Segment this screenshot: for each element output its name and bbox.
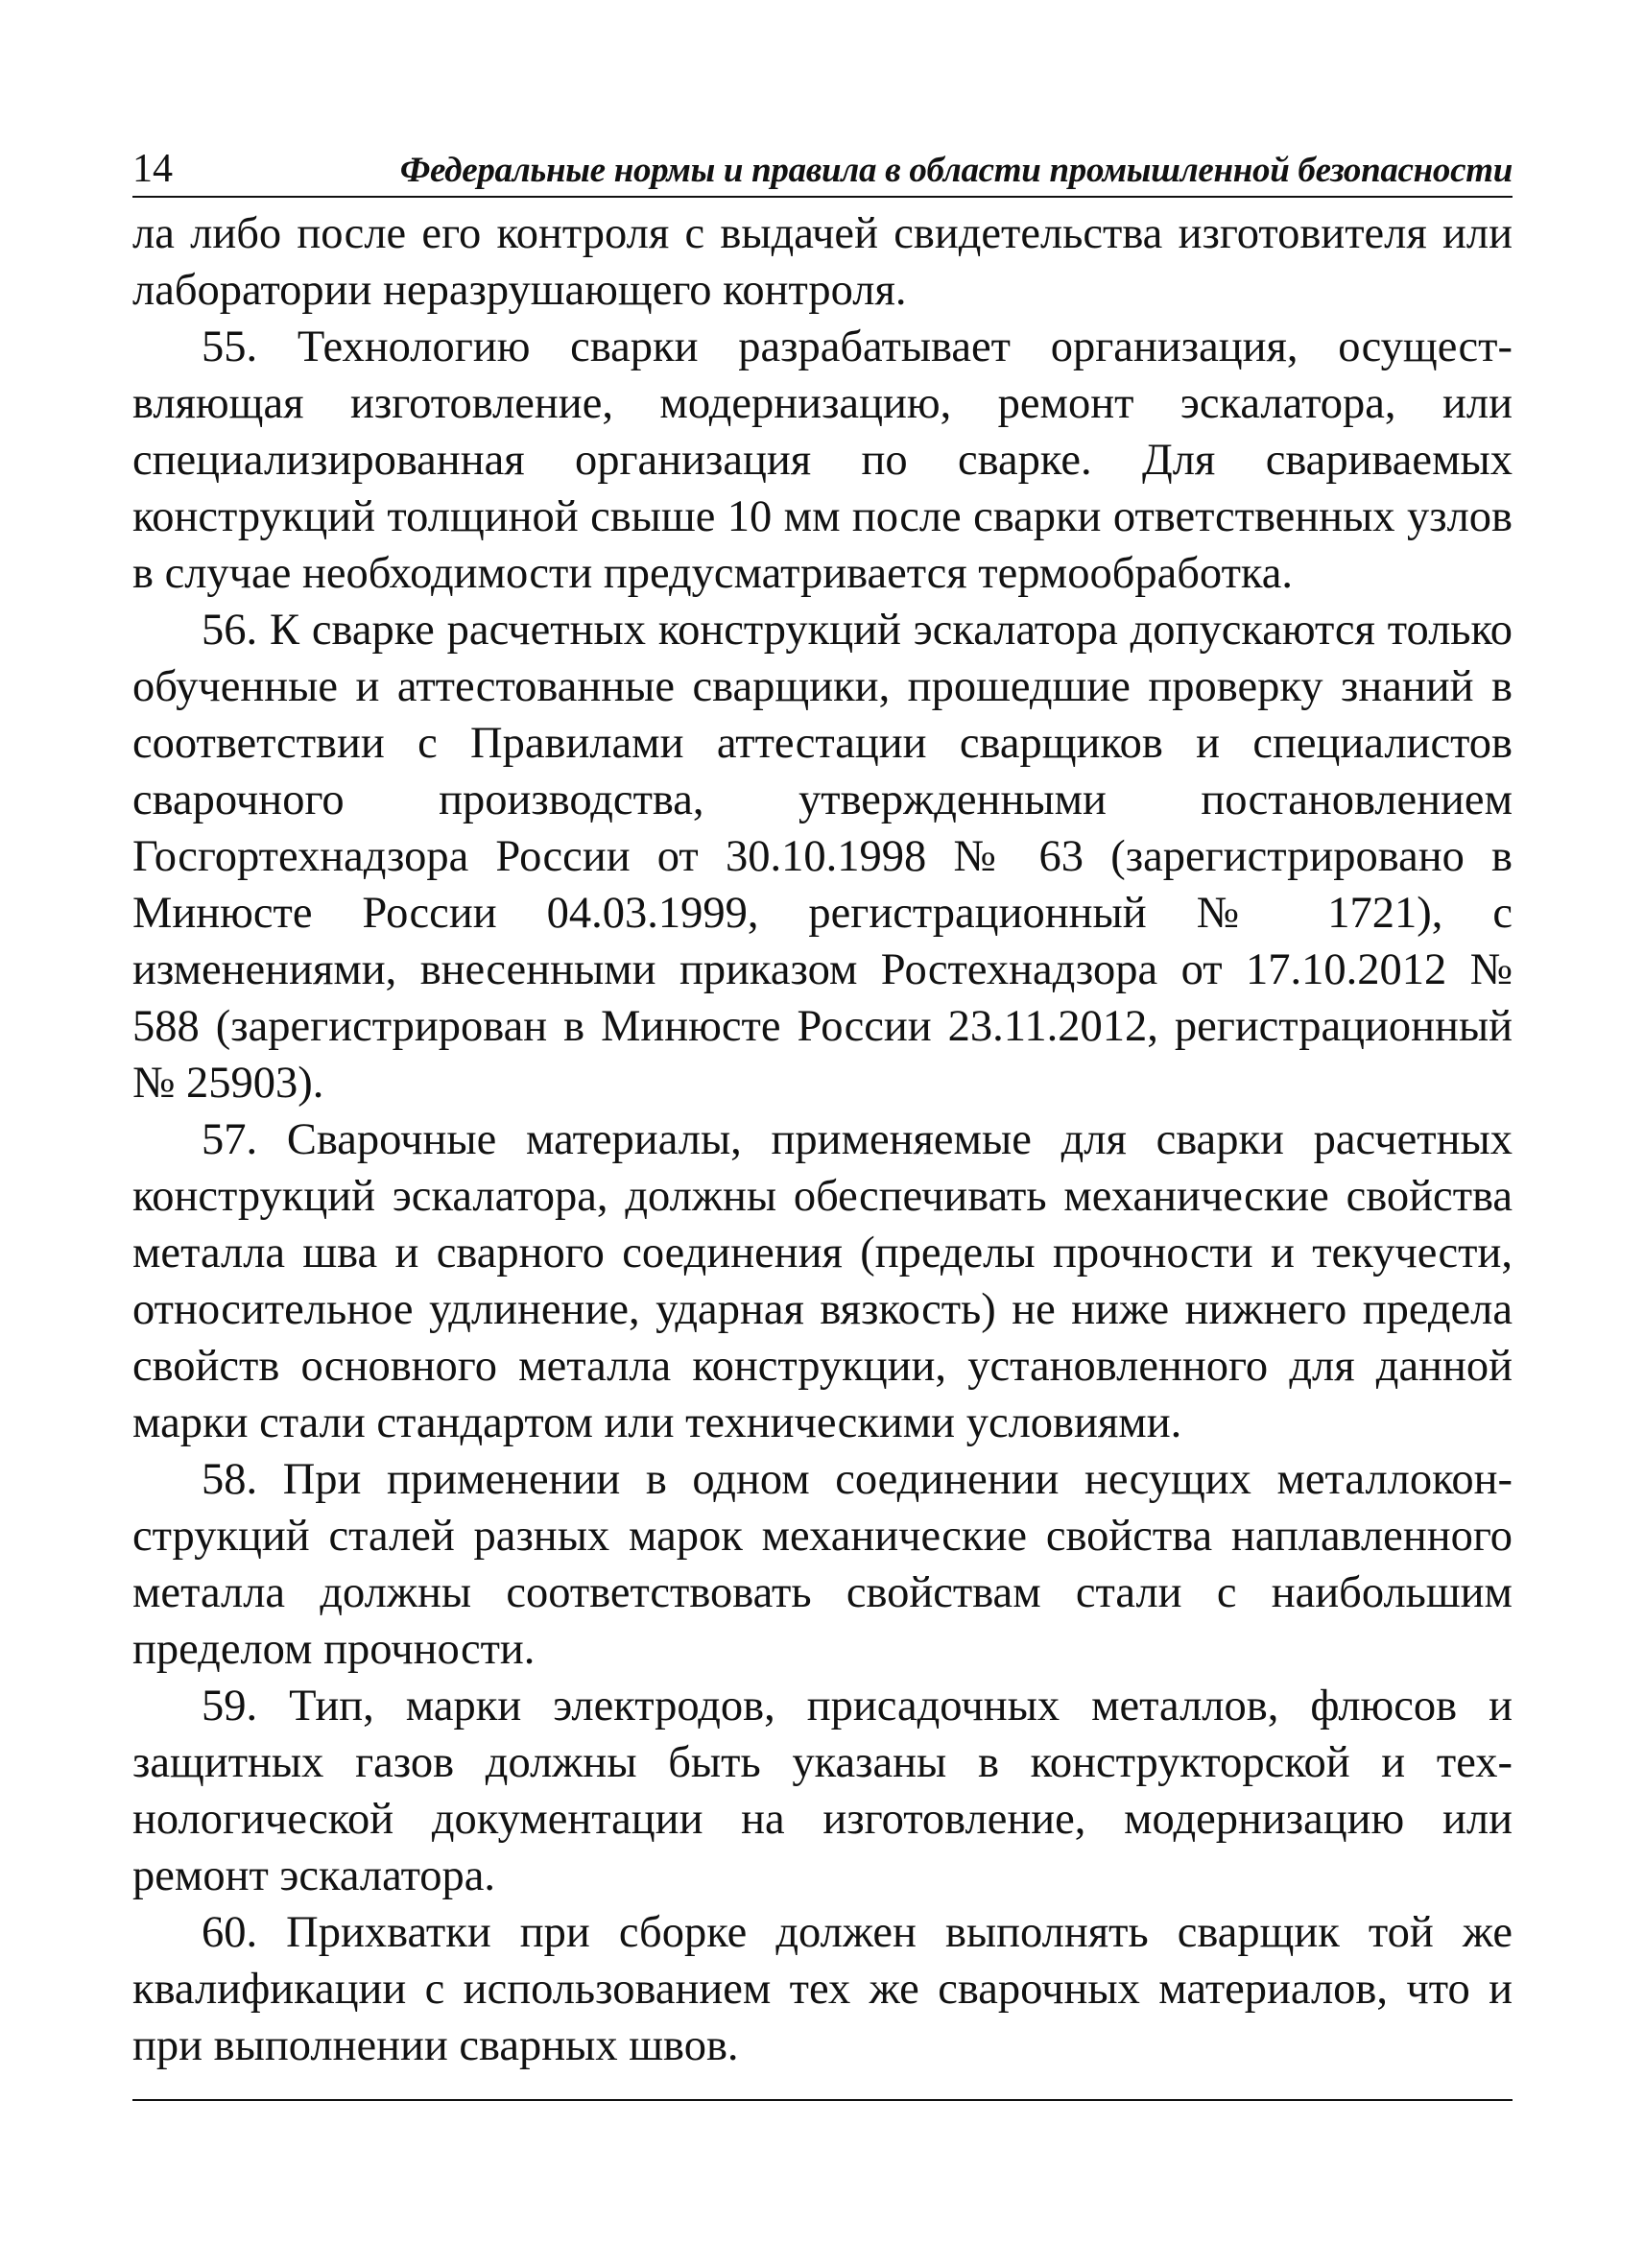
running-header-title: Федеральные нормы и правила в области промышленной безопасности: [399, 151, 1513, 190]
continued-paragraph: ла либо после его контроля с выдачей свидетельства изготовителя или лаборатории неразрушающего контроля.: [132, 209, 1513, 315]
page-number: 14: [132, 147, 173, 191]
running-header: [132, 144, 1513, 198]
paragraph-57: 57. Сварочные материалы, применяемые для сварки расчетных конструкций эскалатора, должны обеспечивать механические свойства металла шва и сварного соединения (пределы прочности и текучести, относительное удлинение, ударная вязкость) не ниже нижнего предела свойств основного металла конструкции, установленного для данной марки стали стандартом или техническими условиями.: [132, 1115, 1513, 1447]
body-text: [132, 205, 1513, 2074]
paragraph-55: 55. Технологию сварки разрабатывает организация, осуществляющая изготовление, модернизацию, ремонт эскалатора, или специализированная организация по сварке. Для свариваемых конструкций толщиной свыше 10 мм после сварки ответственных узлов в случае необходимости предусматривается термообработка.: [132, 322, 1513, 598]
paragraph-59: 59. Тип, марки электродов, присадочных металлов, флюсов и защитных газов должны быть указаны в конструкторской и технологической документации на изготовление, модернизацию или ремонт эскалатора.: [132, 1682, 1513, 1900]
paragraph-58: 58. При применении в одном соединении несущих металлоконструкций сталей разных марок механические свойства наплавленного металла должны соответствовать свойствам стали с наибольшим пределом прочности.: [132, 1455, 1513, 1674]
paragraph-56: 56. К сварке расчетных конструкций эскалатора допускаются только обученные и аттестованные сварщики, прошедшие проверку знаний в соответствии с Правилами аттестации сварщиков и специалистов сварочного производства, утвержденными постановлением Госгортехнадзора России от 30.10.1998 № 63 (зарегистрировано в Минюсте России 04.03.1999, регистрационный № 1721), с изменениями, внесенными приказом Ростехнадзора от 17.10.2012 № 588 (зарегистрирован в Минюсте России 23.11.2012, регистрационный № 25903).: [132, 606, 1513, 1108]
document-page: [132, 144, 1513, 2101]
footer-divider: [132, 2099, 1513, 2101]
paragraph-60: 60. Прихватки при сборке должен выполнять сварщик той же квалификации с использованием тех же сварочных материалов, что и при выполнении сварных швов.: [132, 1908, 1513, 2070]
